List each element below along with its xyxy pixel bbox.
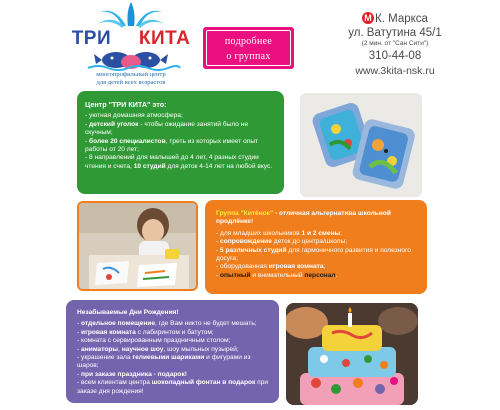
contact-block (320, 12, 470, 78)
center-features-box (77, 91, 284, 194)
address-landmark: (2 мин. от "Сан Сити") (361, 40, 429, 47)
groups-details-button[interactable] (203, 27, 294, 69)
feature-item: - 8 направлений для малышей до 4 лет, 4 разных студии чтения и счета, 10 студий для деток 4-14 лет на любой вкус. (85, 154, 273, 170)
metro-station: К. Маркса (375, 13, 428, 25)
phone-number[interactable]: 310-44-08 (368, 50, 422, 62)
child-drawing-photo (77, 201, 198, 291)
logo-subtitle-line1: многопрофильный центр (96, 71, 166, 78)
groups-details-button-line2: о группах (226, 51, 271, 62)
birthday-box (66, 300, 279, 403)
center-features-heading: Центр "ТРИ КИТА" это: (85, 100, 167, 109)
birthday-item: - комната с сервированным праздничным столом; (77, 337, 231, 345)
birthday-item: - всем клиентам центра шоколадный фонтан в подарок при заказе дня рождения! (77, 379, 269, 395)
logo-title (70, 28, 192, 50)
kitenok-group-box (205, 200, 427, 294)
metro-icon: М (362, 12, 374, 24)
birthday-heading: Незабываемые Дни Рождения! (77, 309, 179, 316)
kitenok-item: - оборудованная игровая комната; (216, 263, 326, 271)
groups-details-button-line1: подробнее (224, 36, 273, 47)
crafts-photo (300, 93, 422, 197)
birthday-item: - отдельное помещение, где Вам никто не будет мешать; (77, 320, 257, 328)
logo (70, 2, 192, 94)
feature-item: - детский уголок - чтобы ожидание занятий было не скучным; (85, 120, 249, 137)
logo-title-part1: ТРИ (71, 28, 112, 49)
birthday-cake-photo-graphic (286, 303, 418, 405)
logo-subtitle-line2: для детей всех возрастов (96, 79, 166, 86)
kitenok-item: - сопровождение деток до центра/школы; (216, 238, 348, 246)
kitenok-group-heading: Группа "Китёнок" - отличная альтернатива школьной продлёнке! (216, 210, 391, 226)
birthday-item: - игровая комната с лабиринтом и батутом; (77, 328, 214, 336)
kitenok-item: - для младших школьников 1 и 2 смены; (216, 229, 343, 237)
street-address: ул. Ватутина 45/1 (348, 27, 442, 39)
groups-details-button-frame (206, 30, 291, 66)
logo-title-part2: КИТА (138, 28, 191, 49)
kitenok-item: - опытный и внимательный персонал. (216, 271, 338, 279)
feature-item: - более 20 специалистов, треть из которых имеет опыт работы от 20 лет; (85, 137, 259, 154)
logo-subtitle (70, 71, 192, 87)
metro-line (320, 12, 470, 26)
birthday-item: - украшение зала гелиевыми шариками и фигурами из шаров; (77, 354, 251, 370)
kitenok-item: - 5 различных студий для гармоничного развития и полезного досуга; (216, 246, 411, 263)
birthday-item: - аниматоры, научное шоу, шоу мыльных пузырей; (77, 345, 239, 353)
birthday-item: - при заказе праздника - подарок! (77, 370, 187, 378)
child-drawing-photo-graphic (79, 203, 196, 289)
feature-item: - уютная домашняя атмосфера; (85, 112, 183, 120)
birthday-cake-photo (286, 303, 418, 405)
website-link[interactable]: www.3kita-nsk.ru (355, 65, 435, 77)
crafts-photo-graphic (300, 93, 422, 197)
